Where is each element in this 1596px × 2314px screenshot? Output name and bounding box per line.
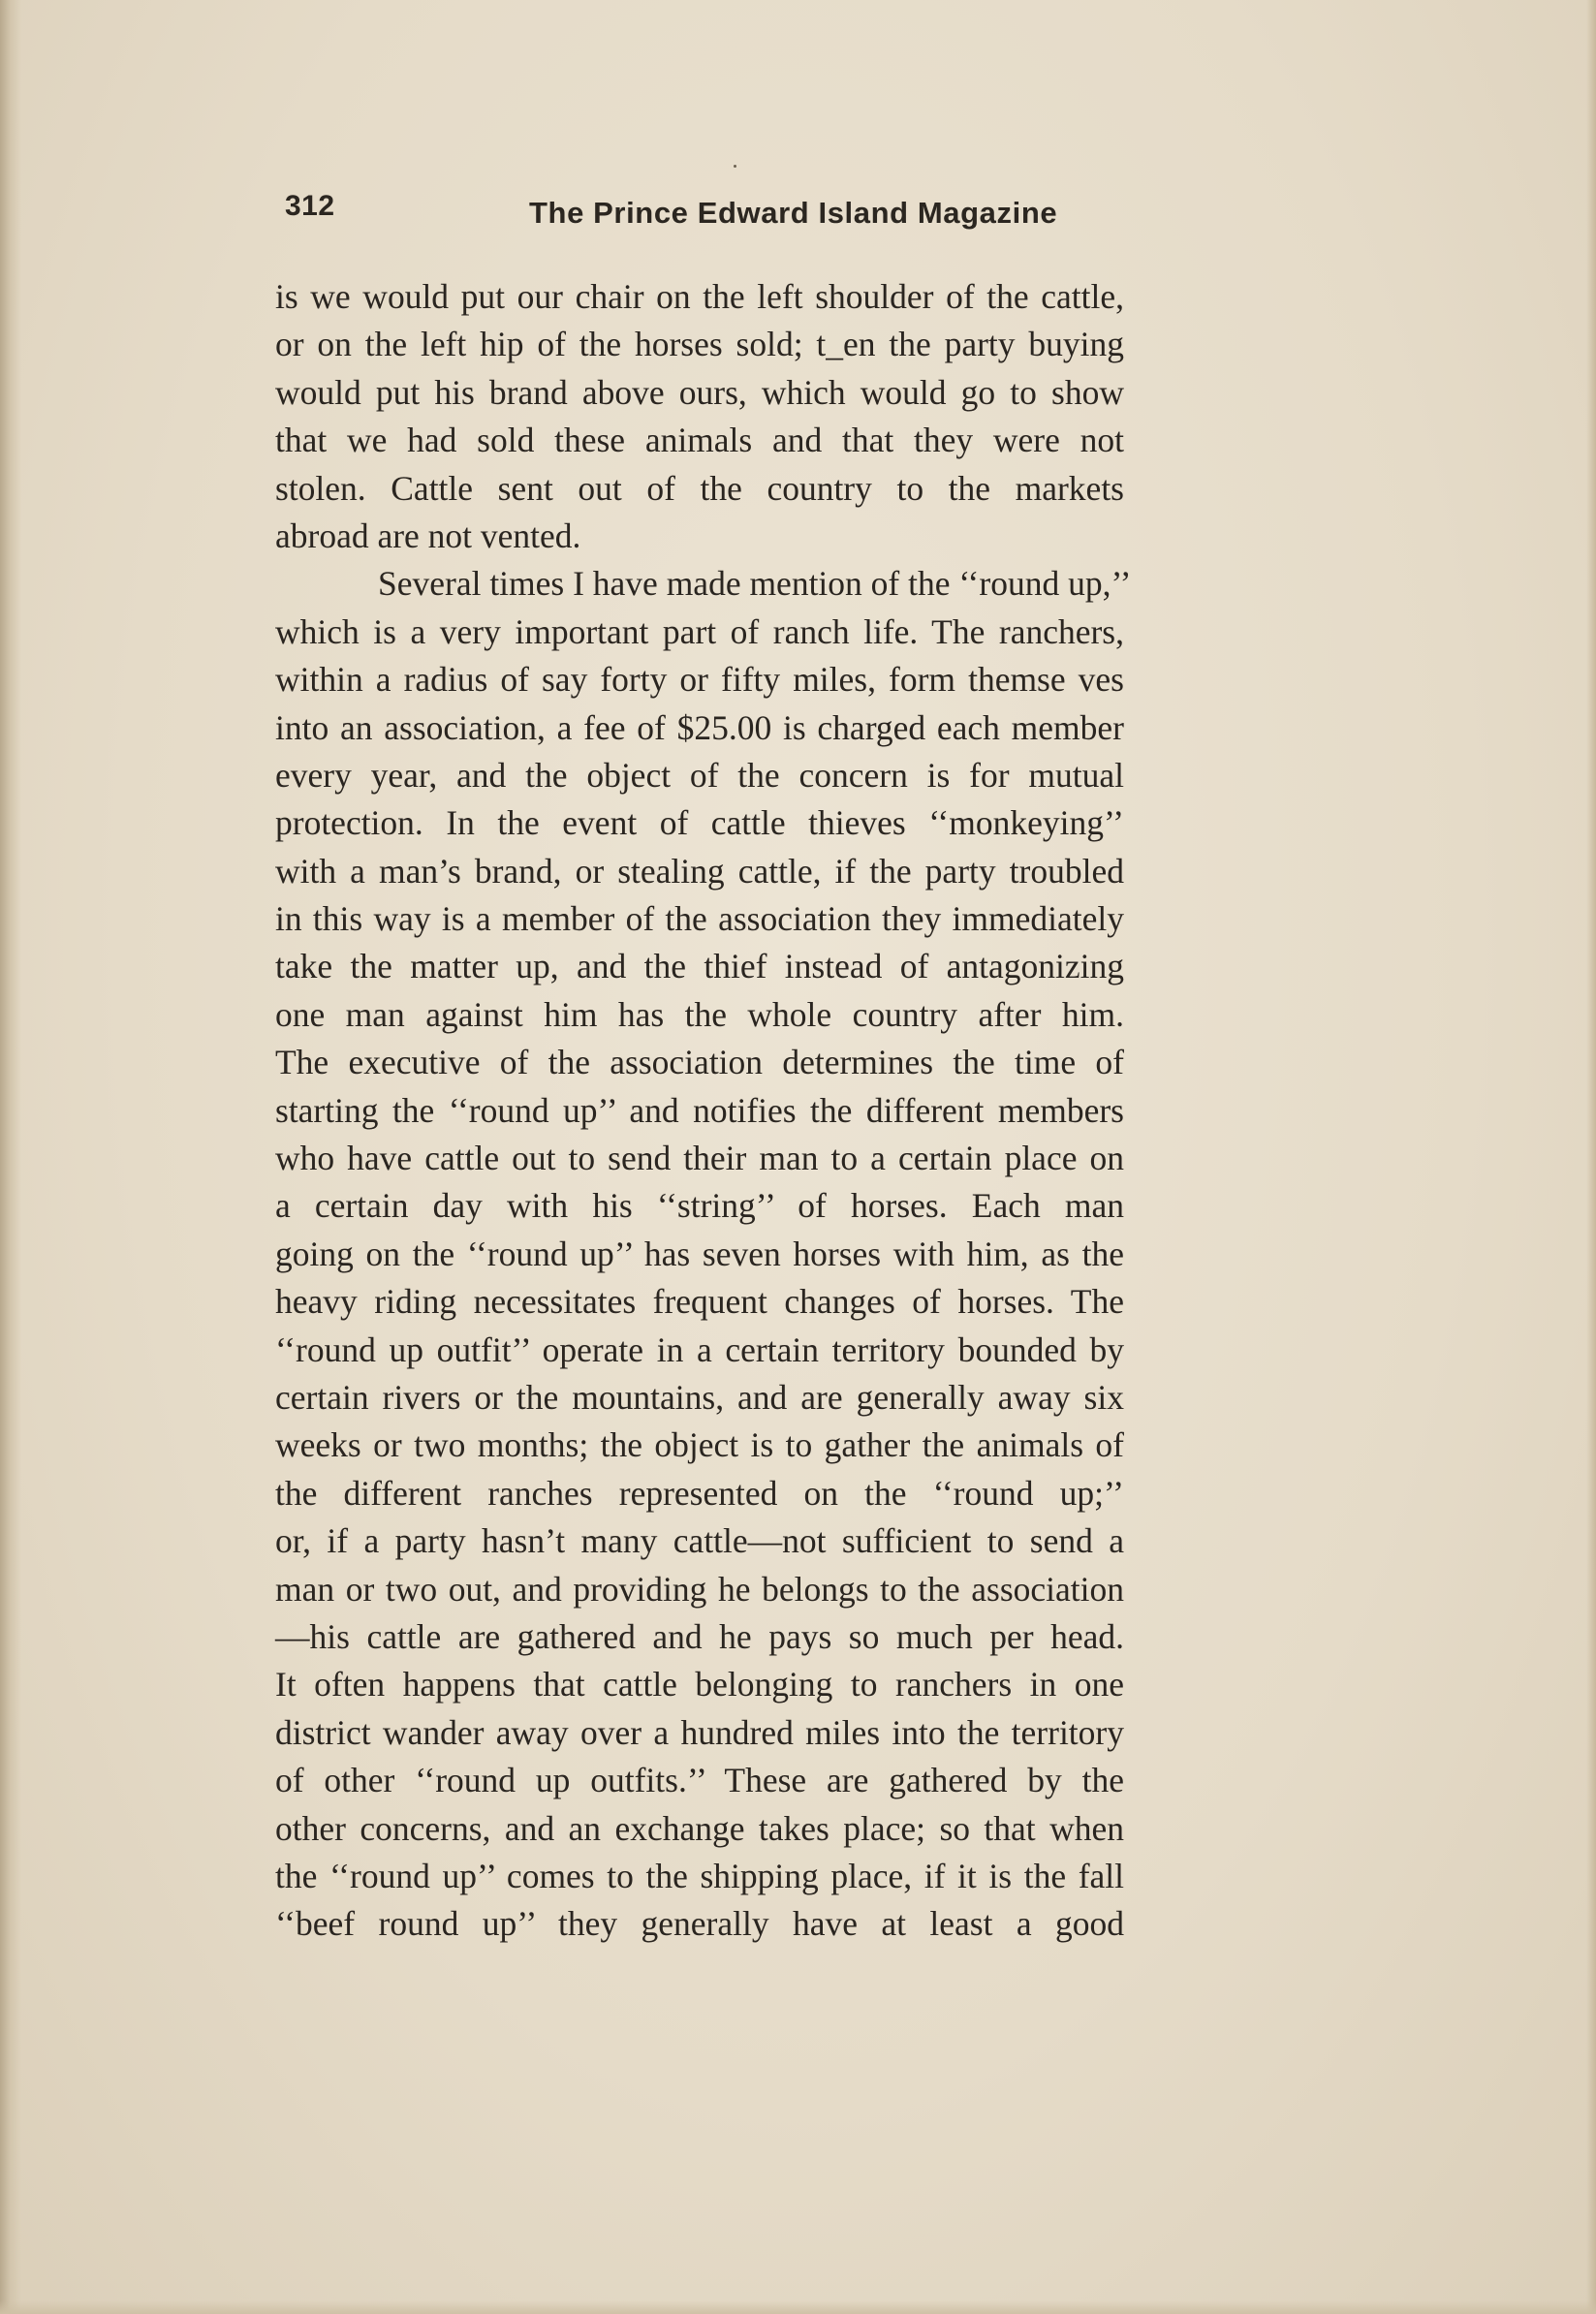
text-line: other concerns, and an exchange takes place; so that when <box>275 1808 1124 1848</box>
running-header <box>285 190 1128 238</box>
text-line: the different ranches represented on the ‘‘round up;’’ <box>275 1473 1124 1513</box>
text-line: would put his brand above ours, which would go to show <box>275 372 1124 412</box>
text-line: every year, and the object of the concern is for mutual <box>275 755 1124 795</box>
text-line: is we would put our chair on the left shoulder of the cattle, <box>275 277 1124 316</box>
paragraph-2 <box>275 560 1132 1948</box>
text-line: Several times I have made mention of the ‘‘round up,’’ <box>378 564 1132 604</box>
page-edge-bottom <box>0 2300 1596 2314</box>
text-line: weeks or two months; the object is to gather the animals of <box>275 1425 1124 1465</box>
text-line: which is a very important part of ranch life. The ranchers, <box>275 611 1124 651</box>
text-line: ‘‘round up outfit’’ operate in a certain territory bounded by <box>275 1329 1124 1369</box>
text-line: protection. In the event of cattle thieves ‘‘monkeying’’ <box>275 803 1124 843</box>
text-line: that we had sold these animals and that they were not <box>275 421 1124 460</box>
text-line: The executive of the association determines the time of <box>275 1043 1124 1082</box>
text-line: the ‘‘round up’’ comes to the shipping place, if it is the fall <box>275 1856 1124 1895</box>
text-line: who have cattle out to send their man to a certain place on <box>275 1139 1124 1178</box>
text-line: with a man’s brand, or stealing cattle, if the party troubled <box>275 851 1124 891</box>
paper-speck <box>734 165 736 168</box>
text-line: into an association, a fee of $25.00 is charged each member <box>275 707 1124 747</box>
text-line: stolen. Cattle sent out of the country to the markets <box>275 468 1124 508</box>
text-line: a certain day with his ‘‘string’’ of horses. Each man <box>275 1186 1124 1226</box>
text-line: ‘‘beef round up’’ they generally have at least a good <box>275 1904 1124 1944</box>
running-title: The Prince Edward Island Magazine <box>529 196 1058 230</box>
text-line: It often happens that cattle belonging to ranchers in one <box>275 1665 1124 1704</box>
text-line: —his cattle are gathered and he pays so much per head. <box>275 1616 1124 1656</box>
text-line: heavy riding necessitates frequent changes of horses. The <box>275 1282 1124 1322</box>
body-text <box>275 273 1132 1949</box>
page-number: 312 <box>285 190 335 222</box>
text-line: abroad are not vented. <box>275 516 581 555</box>
text-line: or on the left hip of the horses sold; t_en the party buying <box>275 325 1124 364</box>
page-edge-right <box>1586 0 1596 2314</box>
text-line: one man against him has the whole country after him. <box>275 994 1124 1034</box>
text-line: district wander away over a hundred miles into the territory <box>275 1712 1124 1752</box>
text-line: certain rivers or the mountains, and are generally away six <box>275 1377 1124 1417</box>
text-line: take the matter up, and the thief instead of antagonizing <box>275 947 1124 986</box>
text-line: in this way is a member of the association they immediately <box>275 899 1124 939</box>
text-line: or, if a party hasn’t many cattle—not sufficient to send a <box>275 1521 1124 1561</box>
binding-shadow <box>0 0 21 2314</box>
text-line: of other ‘‘round up outfits.’’ These are gathered by the <box>275 1761 1124 1800</box>
paragraph-1 <box>275 273 1124 560</box>
text-line: starting the ‘‘round up’’ and notifies the different members <box>275 1090 1124 1130</box>
text-line: within a radius of say forty or fifty miles, form themse ves <box>275 660 1124 700</box>
text-line: going on the ‘‘round up’’ has seven horses with him, as the <box>275 1234 1124 1273</box>
text-line: man or two out, and providing he belongs to the association <box>275 1569 1124 1609</box>
